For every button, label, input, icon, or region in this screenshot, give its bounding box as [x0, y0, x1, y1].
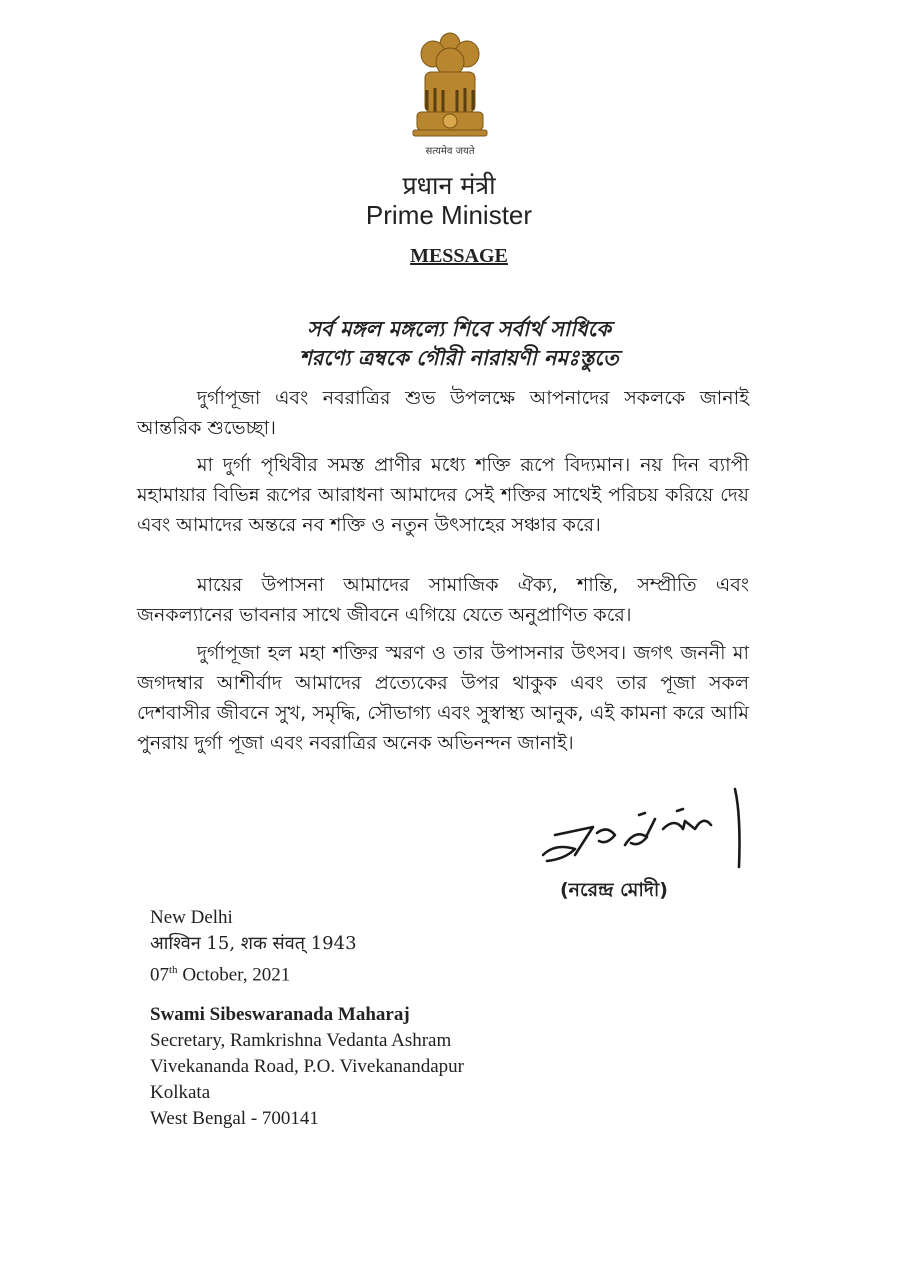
- message-paragraph: দুর্গাপূজা হল মহা শক্তির স্মরণ ও তার উপাসনার উৎসব। জগৎ জননী মা জগদম্বার আশীর্বাদ আমাদের প্রত্যেকের উপর থাকুক এবং তার পূজা সকল দেশবাসীর জীবনে সুখ, সমৃদ্ধি, সৌভাগ্য এবং সুস্বাস্থ্য আনুক, এই কামনা করে আমি পুনরায় দুর্গা পূজা এবং নবরাত্রির অনেক অভিনন্দন জানাই।: [137, 642, 749, 754]
- dateline-date: [150, 957, 290, 988]
- signer-name: (নরেন্দ্র মোদী): [560, 879, 668, 901]
- message-heading: MESSAGE: [410, 245, 508, 267]
- date-month-year: October, 2021: [177, 964, 291, 986]
- handwritten-signature: [535, 785, 750, 870]
- dateline-place: New Delhi: [150, 907, 233, 928]
- title-english: Prime Minister: [365, 200, 533, 230]
- recipient-title: Secretary, Ramkrishna Vedanta Ashram: [150, 1030, 452, 1051]
- date-day-suffix: th: [169, 964, 178, 976]
- message-paragraph: মা দুর্গা পৃথিবীর সমস্ত প্রাণীর মধ্যে শক্তি রূপে বিদ্যমান। নয় দিন ব্যাপী মহামায়ার বিভিন্ন রূপের আরাধনা আমাদের সেই শক্তির সাথেই পরিচয় করিয়ে দেয় এবং আমাদের অন্তরে নব শক্তি ও নতুন উৎসাহের সঞ্চার করে।: [137, 454, 749, 536]
- emblem-motto: सत्यमेव जयते: [425, 146, 475, 157]
- shloka-line-2: শরণ্যে ত্রম্বকে গৌরী নারায়ণী নমঃস্তুতে: [299, 345, 619, 370]
- message-paragraph: দুর্গাপূজা এবং নবরাত্রির শুভ উপলক্ষে আপনাদের সকলকে জানাই আন্তরিক শুভেচ্ছা।: [137, 387, 749, 439]
- recipient-name: Swami Sibeswaranada Maharaj: [150, 1004, 410, 1025]
- shloka-line-1: সর্ব মঙ্গল মঙ্গল্যে শিবে সর্বার্থ সাধিকে: [307, 316, 611, 341]
- message-paragraph: মায়ের উপাসনা আমাদের সামাজিক ঐক্য, শান্তি, সম্প্রীতি এবং জনকল্যানের ভাবনার সাথে জীবনে এগিয়ে যেতে অনুপ্রাণিত করে।: [137, 574, 749, 626]
- date-day: 07: [150, 964, 169, 986]
- title-hindi: प्रधान मंत्री: [402, 171, 496, 200]
- recipient-city: Kolkata: [150, 1082, 211, 1103]
- dateline-hindi-date: आश्विन 15, शक संवत् 1943: [150, 933, 357, 954]
- recipient-state: West Bengal - 700141: [150, 1108, 319, 1129]
- national-emblem-icon: [405, 30, 495, 158]
- recipient-road: Vivekananda Road, P.O. Vivekanandapur: [150, 1056, 464, 1077]
